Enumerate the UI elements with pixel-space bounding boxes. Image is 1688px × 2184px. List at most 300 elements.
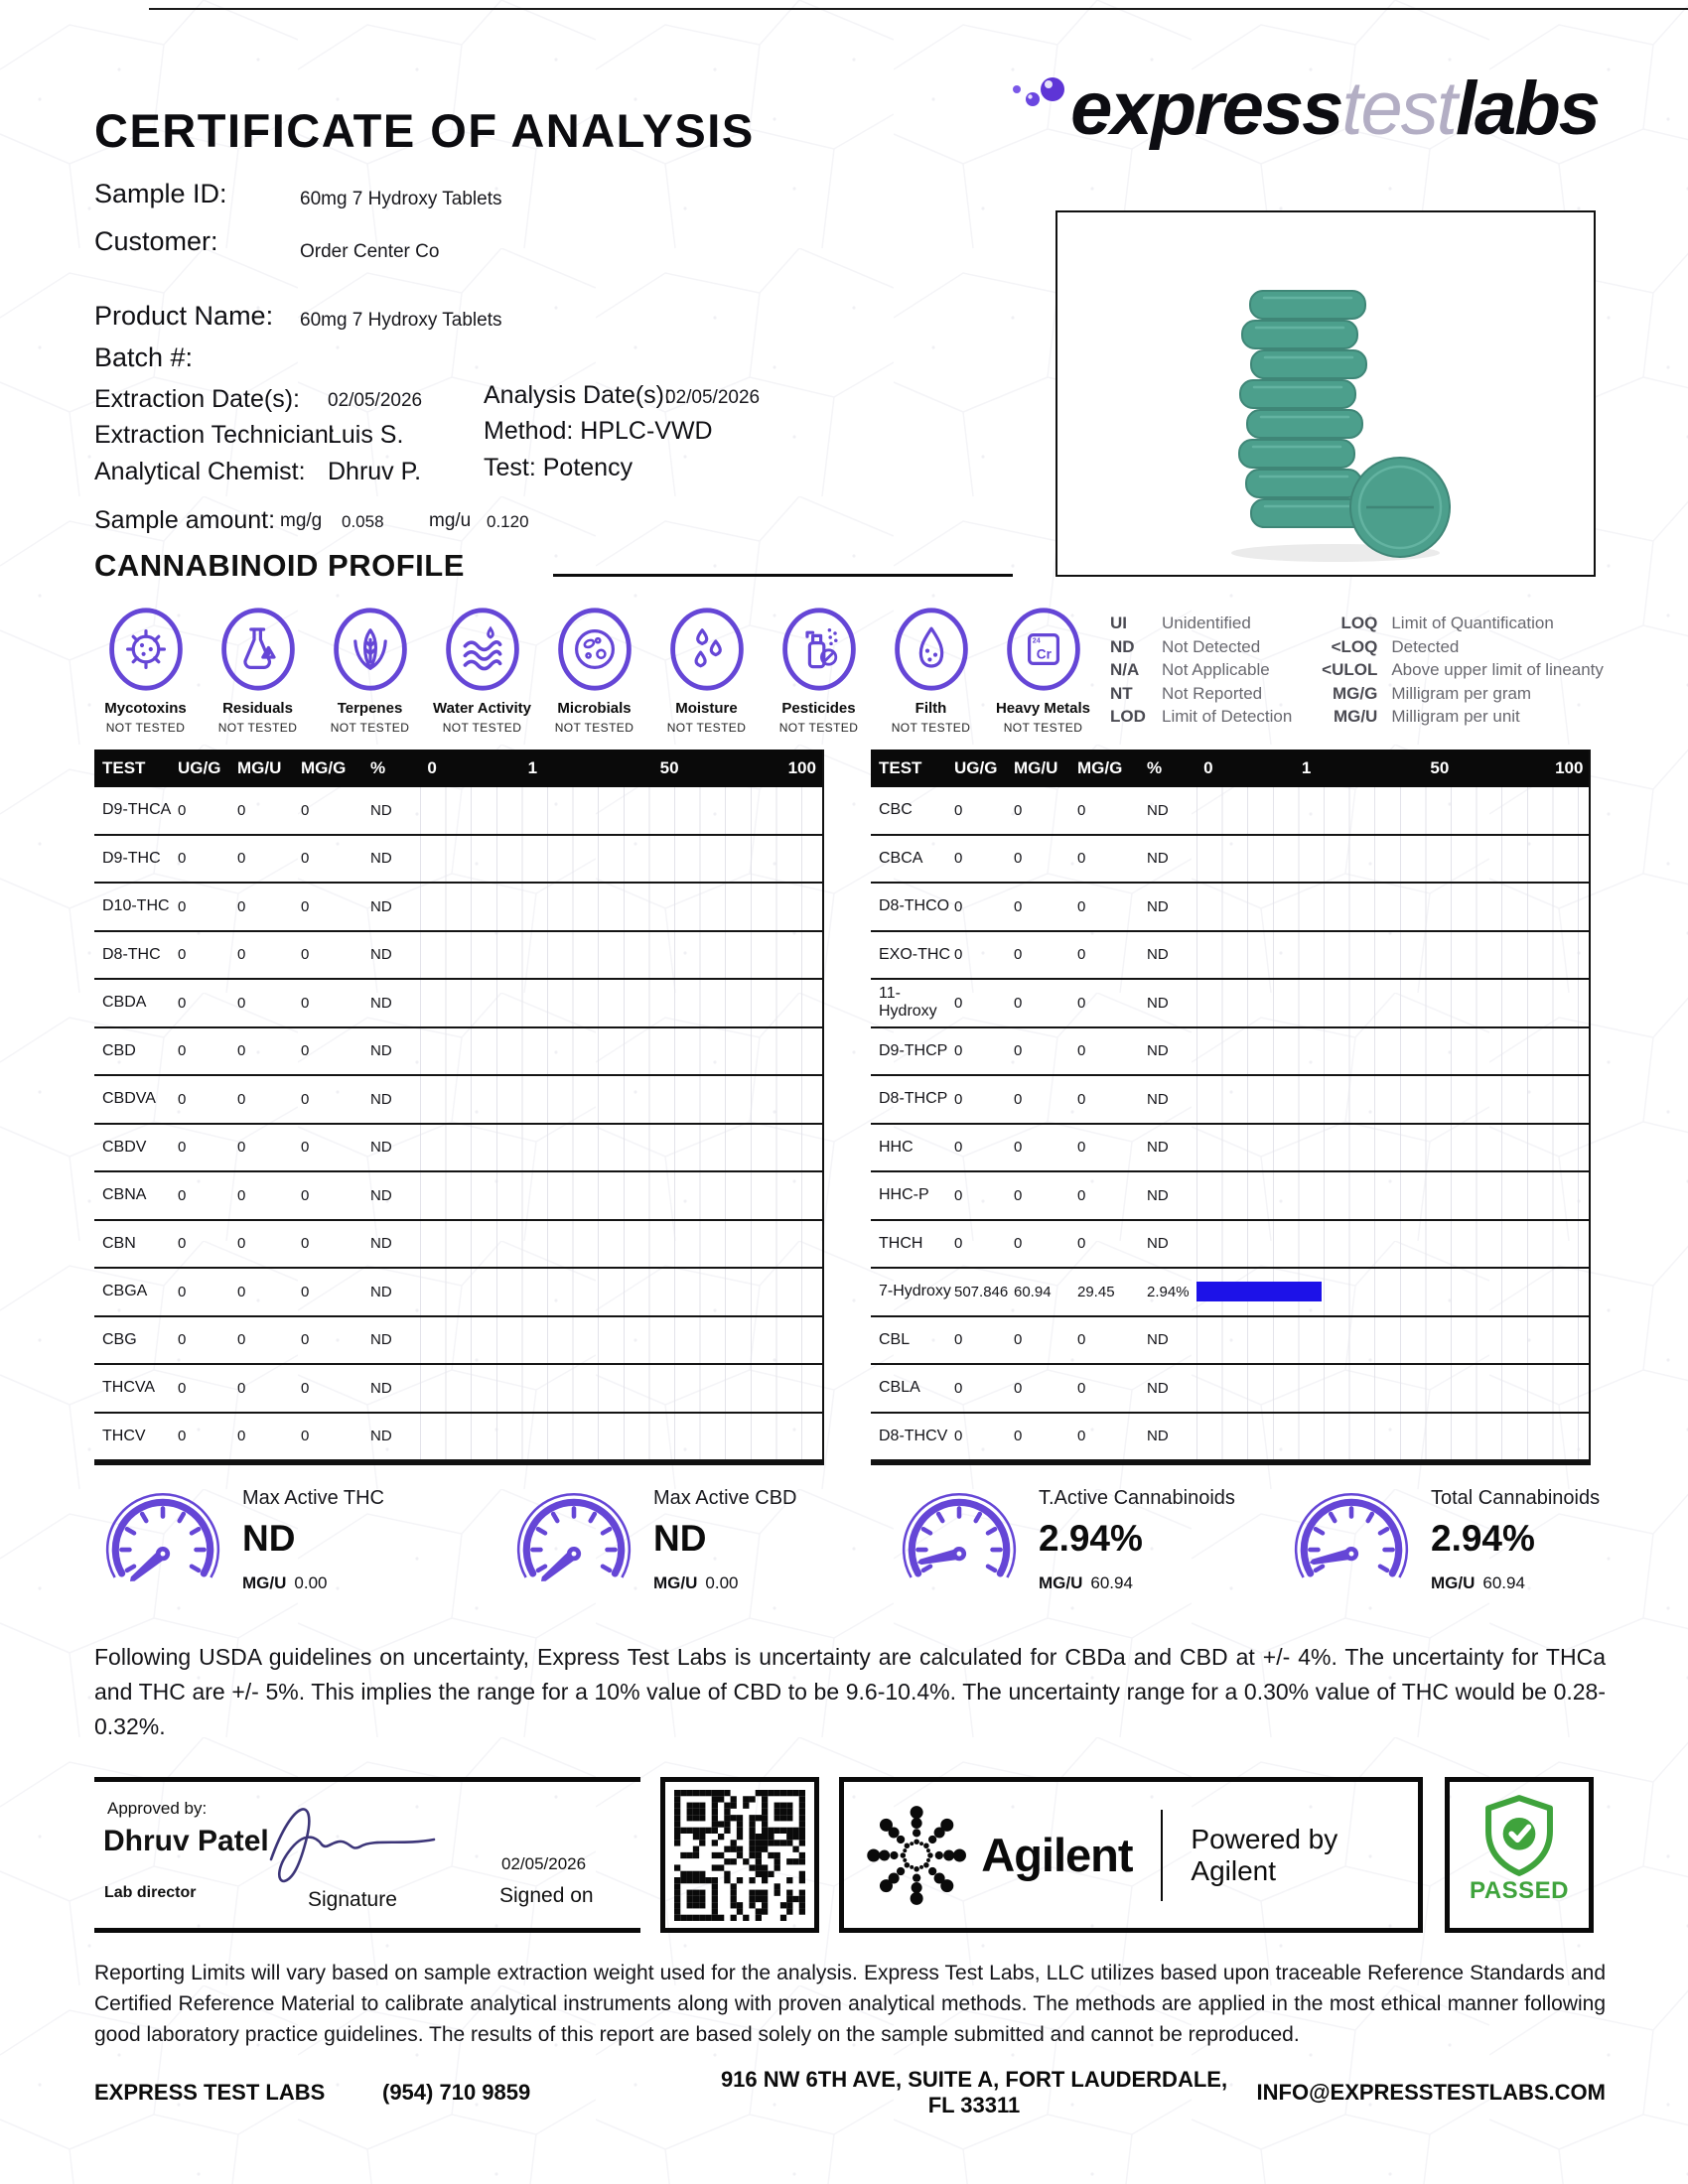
table-cell: 0 — [301, 1428, 310, 1445]
mycotoxins-icon — [106, 604, 186, 695]
legend-desc: Detected — [1391, 636, 1460, 656]
table-cell: 0 — [178, 1139, 187, 1157]
brand-labs: labs — [1455, 67, 1599, 151]
scale-label: 100 — [1555, 758, 1584, 777]
table-cell: D9-THCP — [879, 1041, 948, 1059]
row-chart-area — [1196, 1269, 1589, 1315]
extraction-tech-label: Extraction Technician: — [94, 421, 336, 449]
cannabinoid-table-right — [871, 750, 1591, 1465]
row-chart-area — [420, 1365, 822, 1412]
page-title: CERTIFICATE OF ANALYSIS — [94, 104, 755, 157]
batch-label: Batch #: — [94, 342, 194, 372]
table-cell: 0 — [178, 1331, 187, 1349]
table-cell: CBCA — [879, 849, 923, 867]
gauge-label: Max Active CBD — [653, 1487, 797, 1509]
table-cell: THCH — [879, 1234, 923, 1252]
legend-desc: Limit of Detection — [1162, 707, 1293, 726]
table-cell: 0 — [1014, 994, 1023, 1012]
table-cell: ND — [1147, 1186, 1169, 1204]
passed-badge — [1445, 1777, 1594, 1933]
analyte-bar — [1196, 1282, 1322, 1301]
panel-label: Water Activity — [433, 700, 531, 717]
table-cell: 0 — [1014, 1186, 1023, 1204]
row-chart-area — [1196, 932, 1589, 979]
gauge-max-active-cbd — [508, 1485, 796, 1606]
row-chart-area — [1196, 1317, 1589, 1364]
table-cell: 0 — [1014, 801, 1023, 819]
table-cell: 0 — [954, 1331, 963, 1349]
table-cell: 0 — [301, 1331, 310, 1349]
legend-code: <ULOL — [1322, 660, 1378, 679]
table-cell: 0 — [301, 801, 310, 819]
table-row — [871, 1076, 1589, 1125]
legend-desc: Unidentified — [1162, 614, 1251, 632]
row-chart-area — [1196, 1076, 1589, 1123]
scale-label: 50 — [659, 758, 679, 777]
table-cell: 0 — [237, 897, 246, 915]
table-row — [871, 1414, 1589, 1462]
legend-desc: Limit of Quantification — [1391, 614, 1554, 632]
table-row — [871, 980, 1589, 1028]
gauge-unit — [1431, 1573, 1600, 1593]
scale-header — [1196, 750, 1589, 787]
table-cell: ND — [370, 1379, 392, 1397]
residuals-icon — [218, 604, 298, 695]
uncertainty-disclaimer: Following USDA guidelines on uncertainty, Express Test Labs is uncertainty are calculated for CBDa and CBD at +/- 4%. The uncertainty for THCa and THC are +/- 5%. This implies the range for a 10% value of CBD to be 9.6-10.4%. The uncertainty range for a 0.30% value of THC would be 0.28-0.32%. — [94, 1644, 1606, 1739]
row-chart-area — [420, 1125, 822, 1171]
table-cell: ND — [1147, 1090, 1169, 1108]
table-cell: 0 — [178, 1235, 187, 1253]
table-cell: ND — [370, 1235, 392, 1253]
legend-column-1 — [1110, 612, 1292, 729]
gauge-unit-value: 0.00 — [705, 1573, 739, 1592]
table-cell: 0 — [301, 850, 310, 868]
svg-text:Cr: Cr — [1036, 646, 1052, 662]
brand-test: test — [1341, 67, 1456, 151]
row-chart-area — [420, 1269, 822, 1315]
gauge-max-active-thc — [97, 1485, 384, 1606]
table-row — [871, 787, 1589, 836]
table-cell: 0 — [954, 1139, 963, 1157]
gauge-unit-value: 60.94 — [1482, 1573, 1525, 1592]
table-row — [871, 884, 1589, 932]
table-cell: 0 — [178, 1042, 187, 1060]
legend-code: LOQ — [1340, 614, 1378, 632]
table-cell: ND — [370, 1042, 392, 1060]
panel-label: Mycotoxins — [104, 700, 187, 717]
table-cell: ND — [1147, 994, 1169, 1012]
table-cell: 0 — [954, 801, 963, 819]
table-cell: ND — [370, 1428, 392, 1445]
product-name-label: Product Name: — [94, 301, 274, 331]
legend-code: N/A — [1110, 660, 1140, 679]
table-cell: 0 — [1077, 946, 1086, 964]
signed-on-label: Signed on — [499, 1884, 594, 1907]
top-rule — [149, 8, 1688, 10]
legend-entry — [1110, 682, 1292, 706]
gauge-unit-label: MG/U — [653, 1573, 698, 1592]
table-cell: ND — [1147, 1042, 1169, 1060]
moisture-icon — [667, 604, 747, 695]
table-cell: 0 — [178, 1428, 187, 1445]
test-label: Test: Potency — [484, 454, 633, 481]
column-header: % — [1147, 758, 1163, 777]
table-cell: CBLA — [879, 1379, 920, 1397]
table-row — [94, 1365, 822, 1414]
table-cell: 0 — [237, 850, 246, 868]
cannabinoid-table-left — [94, 750, 824, 1465]
table-cell: 0 — [1014, 946, 1023, 964]
mgu-label: mg/u — [429, 510, 472, 531]
panel-status: NOT TESTED — [330, 721, 410, 735]
panel-label: Filth — [914, 700, 947, 717]
table-cell: 0 — [1077, 1090, 1086, 1108]
table-cell: CBGA — [102, 1283, 148, 1300]
row-chart-area — [1196, 1172, 1589, 1219]
footer-company: EXPRESS TEST LABS — [94, 2080, 326, 2105]
agilent-wordmark: Agilent — [981, 1829, 1133, 1881]
analysis-dates-value: 02/05/2026 — [665, 387, 761, 408]
panel-status: NOT TESTED — [442, 721, 522, 735]
table-cell: 0 — [1014, 1379, 1023, 1397]
table-cell: 0 — [1014, 1139, 1023, 1157]
reporting-limits-note: Reporting Limits will vary based on sample extraction weight used for the analysis. Express Test Labs, LLC utilizes based upon traceable Reference Standards and Certified Reference Material to calibrate analytical instruments along with proven analytical methods. The methods are applied in the most ethical manner following good laboratory practice guidelines. The results of this report are based solely on the sample submitted and cannot be reproduced. — [94, 1962, 1606, 2046]
panel-status: NOT TESTED — [1003, 721, 1083, 735]
table-cell: CBNA — [102, 1186, 147, 1204]
table-cell: CBD — [102, 1041, 136, 1059]
table-cell: 0 — [301, 946, 310, 964]
row-chart-area — [420, 787, 822, 834]
table-cell: ND — [370, 994, 392, 1012]
qr-code — [674, 1790, 805, 1921]
table-cell: 0 — [301, 1283, 310, 1300]
table-cell: 0 — [1014, 850, 1023, 868]
table-row — [94, 1028, 822, 1077]
brand-express: express — [1070, 67, 1342, 151]
gauge-label: Total Cannabinoids — [1431, 1487, 1601, 1509]
table-cell: 0 — [237, 1235, 246, 1253]
table-row — [871, 1269, 1589, 1317]
product-photo-frame — [1055, 210, 1596, 577]
legend-entry — [1314, 612, 1604, 635]
scale-header — [420, 750, 822, 787]
panel-heavy-metals — [987, 604, 1099, 735]
table-row — [94, 787, 822, 836]
table-cell: 0 — [954, 1379, 963, 1397]
legend-desc: Not Applicable — [1162, 660, 1270, 679]
row-chart-area — [1196, 980, 1589, 1026]
legend-desc: Milligram per unit — [1391, 707, 1520, 726]
speedometer-icon — [894, 1485, 1025, 1606]
table-cell: ND — [370, 801, 392, 819]
table-cell: 507.846 — [954, 1283, 1009, 1300]
table-header — [94, 750, 822, 787]
chemist-label: Analytical Chemist: — [94, 458, 306, 485]
microbials-icon — [555, 604, 634, 695]
table-cell: 0 — [1077, 994, 1086, 1012]
mgu-value: 0.120 — [487, 512, 529, 531]
analysis-dates-label: Analysis Date(s): — [484, 381, 671, 409]
gauge-value: 2.94% — [1431, 1518, 1535, 1559]
table-cell: 0 — [1014, 1331, 1023, 1349]
svg-text:24: 24 — [1032, 635, 1041, 645]
table-cell: 0 — [1077, 1379, 1086, 1397]
table-cell: D8-THCO — [879, 897, 950, 915]
table-row — [94, 932, 822, 981]
table-cell: 0 — [954, 897, 963, 915]
table-cell: ND — [1147, 801, 1169, 819]
table-cell: CBG — [102, 1330, 137, 1348]
legend-column-2 — [1314, 612, 1604, 729]
footer-address: 916 NW 6TH AVE, SUITE A, FORT LAUDERDALE, FL 33311 — [720, 2067, 1228, 2117]
qr-code-box — [660, 1777, 819, 1933]
table-cell: 0 — [301, 897, 310, 915]
logo-bubbles-icon — [1007, 71, 1070, 129]
gauge-unit-value: 60.94 — [1090, 1573, 1133, 1592]
table-cell: 0 — [1077, 1042, 1086, 1060]
table-cell: 0 — [237, 946, 246, 964]
table-cell: ND — [1147, 1428, 1169, 1445]
row-chart-area — [420, 1221, 822, 1268]
table-row — [94, 1076, 822, 1125]
row-chart-area — [420, 1414, 822, 1460]
scale-label: 50 — [1430, 758, 1450, 777]
table-cell: 0 — [178, 946, 187, 964]
table-cell: 0 — [954, 1186, 963, 1204]
table-cell: 0 — [954, 1090, 963, 1108]
table-cell: 29.45 — [1077, 1283, 1115, 1300]
table-cell: 0 — [1014, 1235, 1023, 1253]
table-cell: CBC — [879, 801, 913, 819]
table-cell: D9-THC — [102, 849, 161, 867]
table-cell: 0 — [178, 850, 187, 868]
table-cell: 2.94% — [1147, 1283, 1190, 1300]
table-cell: 0 — [237, 1331, 246, 1349]
table-cell: 0 — [237, 1428, 246, 1445]
table-cell: 0 — [178, 1379, 187, 1397]
row-chart-area — [420, 980, 822, 1026]
legend-code: NT — [1110, 683, 1133, 703]
table-cell: 0 — [237, 1139, 246, 1157]
table-cell: 0 — [237, 1283, 246, 1300]
gauge-unit-label: MG/U — [1039, 1573, 1083, 1592]
table-cell: 0 — [1014, 897, 1023, 915]
mgg-value: 0.058 — [342, 512, 384, 531]
legend-code: MG/U — [1333, 707, 1378, 726]
section-title: CANNABINOID PROFILE — [94, 548, 465, 583]
legend-desc: Not Reported — [1162, 683, 1263, 703]
table-row — [94, 1269, 822, 1317]
table-cell: 0 — [1077, 850, 1086, 868]
customer-value: Order Center Co — [300, 241, 440, 262]
speedometer-icon — [97, 1485, 228, 1606]
panel-residuals — [202, 604, 314, 735]
table-cell: 0 — [178, 801, 187, 819]
panel-label: Heavy Metals — [995, 700, 1091, 717]
table-cell: 0 — [301, 1379, 310, 1397]
table-row — [871, 1221, 1589, 1270]
row-chart-area — [1196, 1414, 1589, 1460]
gauge-unit — [653, 1573, 796, 1593]
table-cell: ND — [370, 1090, 392, 1108]
table-cell: ND — [370, 1139, 392, 1157]
approver-role: Lab director — [104, 1884, 197, 1901]
table-cell: ND — [370, 946, 392, 964]
table-row — [871, 1125, 1589, 1173]
filth-icon — [892, 604, 971, 695]
column-header: MG/G — [301, 758, 347, 777]
speedometer-icon — [508, 1485, 639, 1606]
row-chart-area — [420, 836, 822, 883]
table-row — [94, 1172, 822, 1221]
table-cell: 0 — [178, 994, 187, 1012]
table-row — [94, 1317, 822, 1366]
table-cell: 0 — [178, 1186, 187, 1204]
row-chart-area — [420, 884, 822, 930]
table-cell: 0 — [301, 1139, 310, 1157]
speedometer-icon — [1286, 1485, 1417, 1606]
table-cell: ND — [370, 1186, 392, 1204]
footer-bar — [94, 2067, 1606, 2118]
table-cell: D8-THCP — [879, 1090, 948, 1108]
table-cell: D8-THCV — [879, 1427, 948, 1444]
panel-mycotoxins — [89, 604, 202, 735]
table-cell: CBDVA — [102, 1090, 156, 1108]
table-cell: 0 — [301, 1042, 310, 1060]
legend-entry — [1110, 612, 1292, 635]
row-chart-area — [1196, 787, 1589, 834]
table-cell: 0 — [1077, 1331, 1086, 1349]
water-activity-icon — [443, 604, 522, 695]
signature-image — [253, 1782, 482, 1896]
gauge-unit-value: 0.00 — [294, 1573, 328, 1592]
gauge-total-cannabinoids — [1286, 1485, 1600, 1606]
panel-moisture — [650, 604, 763, 735]
legend-code: <LOQ — [1331, 636, 1378, 656]
table-row — [94, 980, 822, 1028]
extraction-dates-value: 02/05/2026 — [328, 390, 423, 411]
table-cell: ND — [1147, 850, 1169, 868]
table-cell: ND — [370, 1331, 392, 1349]
panel-status: NOT TESTED — [891, 721, 971, 735]
sample-id-value: 60mg 7 Hydroxy Tablets — [300, 189, 502, 209]
table-cell: 0 — [1077, 801, 1086, 819]
extraction-tech-value: Luis S. — [328, 421, 404, 449]
passed-label: PASSED — [1470, 1877, 1569, 1904]
gauge-unit — [1039, 1573, 1235, 1593]
row-chart-area — [420, 1076, 822, 1123]
table-cell: 0 — [1077, 1235, 1086, 1253]
row-chart-area — [420, 1172, 822, 1219]
legend-desc: Milligram per gram — [1391, 683, 1532, 703]
panel-label: Terpenes — [337, 700, 403, 717]
row-chart-area — [1196, 1028, 1589, 1075]
brand-logo — [1007, 67, 1599, 151]
method-label: Method: HPLC-VWD — [484, 417, 713, 445]
row-chart-area — [1196, 884, 1589, 930]
legend-code: ND — [1110, 636, 1135, 656]
abbreviation-legend — [1110, 612, 1604, 729]
divider — [1161, 1810, 1164, 1901]
table-cell: CBN — [102, 1234, 136, 1252]
sample-amount-label: Sample amount: — [94, 506, 276, 534]
table-cell: 60.94 — [1014, 1283, 1052, 1300]
gauge-value: ND — [242, 1518, 296, 1559]
table-row — [871, 836, 1589, 885]
legend-entry — [1110, 705, 1292, 729]
row-chart-area — [1196, 1221, 1589, 1268]
panel-status: NOT TESTED — [554, 721, 634, 735]
table-cell: 0 — [237, 1090, 246, 1108]
panel-label: Moisture — [675, 700, 738, 717]
agilent-tagline: Powered by Agilent — [1191, 1823, 1338, 1886]
table-cell: 0 — [1077, 1186, 1086, 1204]
table-cell: ND — [370, 1283, 392, 1300]
table-cell: 0 — [954, 1428, 963, 1445]
table-row — [94, 1221, 822, 1270]
gauge-label: T.Active Cannabinoids — [1039, 1487, 1235, 1509]
product-name-value: 60mg 7 Hydroxy Tablets — [300, 310, 502, 331]
table-cell: ND — [1147, 897, 1169, 915]
table-cell: ND — [1147, 1379, 1169, 1397]
gauge-value: 2.94% — [1039, 1518, 1143, 1559]
row-chart-area — [1196, 836, 1589, 883]
table-row — [871, 1317, 1589, 1366]
row-chart-area — [420, 932, 822, 979]
column-header: MG/U — [237, 758, 282, 777]
legend-entry — [1110, 658, 1292, 682]
table-cell: ND — [1147, 946, 1169, 964]
row-chart-area — [420, 1317, 822, 1364]
pesticides-icon — [779, 604, 859, 695]
table-cell: 0 — [301, 1186, 310, 1204]
customer-label: Customer: — [94, 226, 218, 256]
table-cell: CBDA — [102, 994, 147, 1012]
panel-water-activity — [426, 604, 538, 735]
heavy-metals-icon — [1004, 604, 1083, 695]
gauge-unit-label: MG/U — [242, 1573, 287, 1592]
panel-terpenes — [314, 604, 426, 735]
table-row — [94, 836, 822, 885]
table-cell: 0 — [178, 1090, 187, 1108]
panel-pesticides — [763, 604, 875, 735]
column-header: TEST — [102, 758, 146, 777]
legend-code: LOD — [1110, 707, 1146, 726]
column-header: MG/G — [1077, 758, 1123, 777]
table-cell: 0 — [178, 897, 187, 915]
table-cell: D10-THC — [102, 897, 170, 915]
table-row — [871, 1028, 1589, 1077]
product-tablets-image — [1162, 247, 1489, 575]
table-cell: D9-THCA — [102, 801, 172, 819]
footer-phone: (954) 710 9859 — [382, 2080, 531, 2105]
table-cell: 0 — [301, 994, 310, 1012]
table-cell: 0 — [237, 1042, 246, 1060]
panel-status: NOT TESTED — [217, 721, 298, 735]
approver-name: Dhruv Patel — [103, 1825, 269, 1857]
panel-status: NOT TESTED — [778, 721, 859, 735]
table-cell: 0 — [301, 1090, 310, 1108]
table-cell: 0 — [237, 801, 246, 819]
legend-code: UI — [1110, 614, 1127, 632]
table-header — [871, 750, 1589, 787]
table-row — [871, 932, 1589, 981]
scale-label: 100 — [787, 758, 816, 777]
section-rule — [553, 574, 1013, 577]
table-cell: 0 — [1014, 1042, 1023, 1060]
table-row — [94, 1125, 822, 1173]
table-cell: D8-THC — [102, 945, 161, 963]
